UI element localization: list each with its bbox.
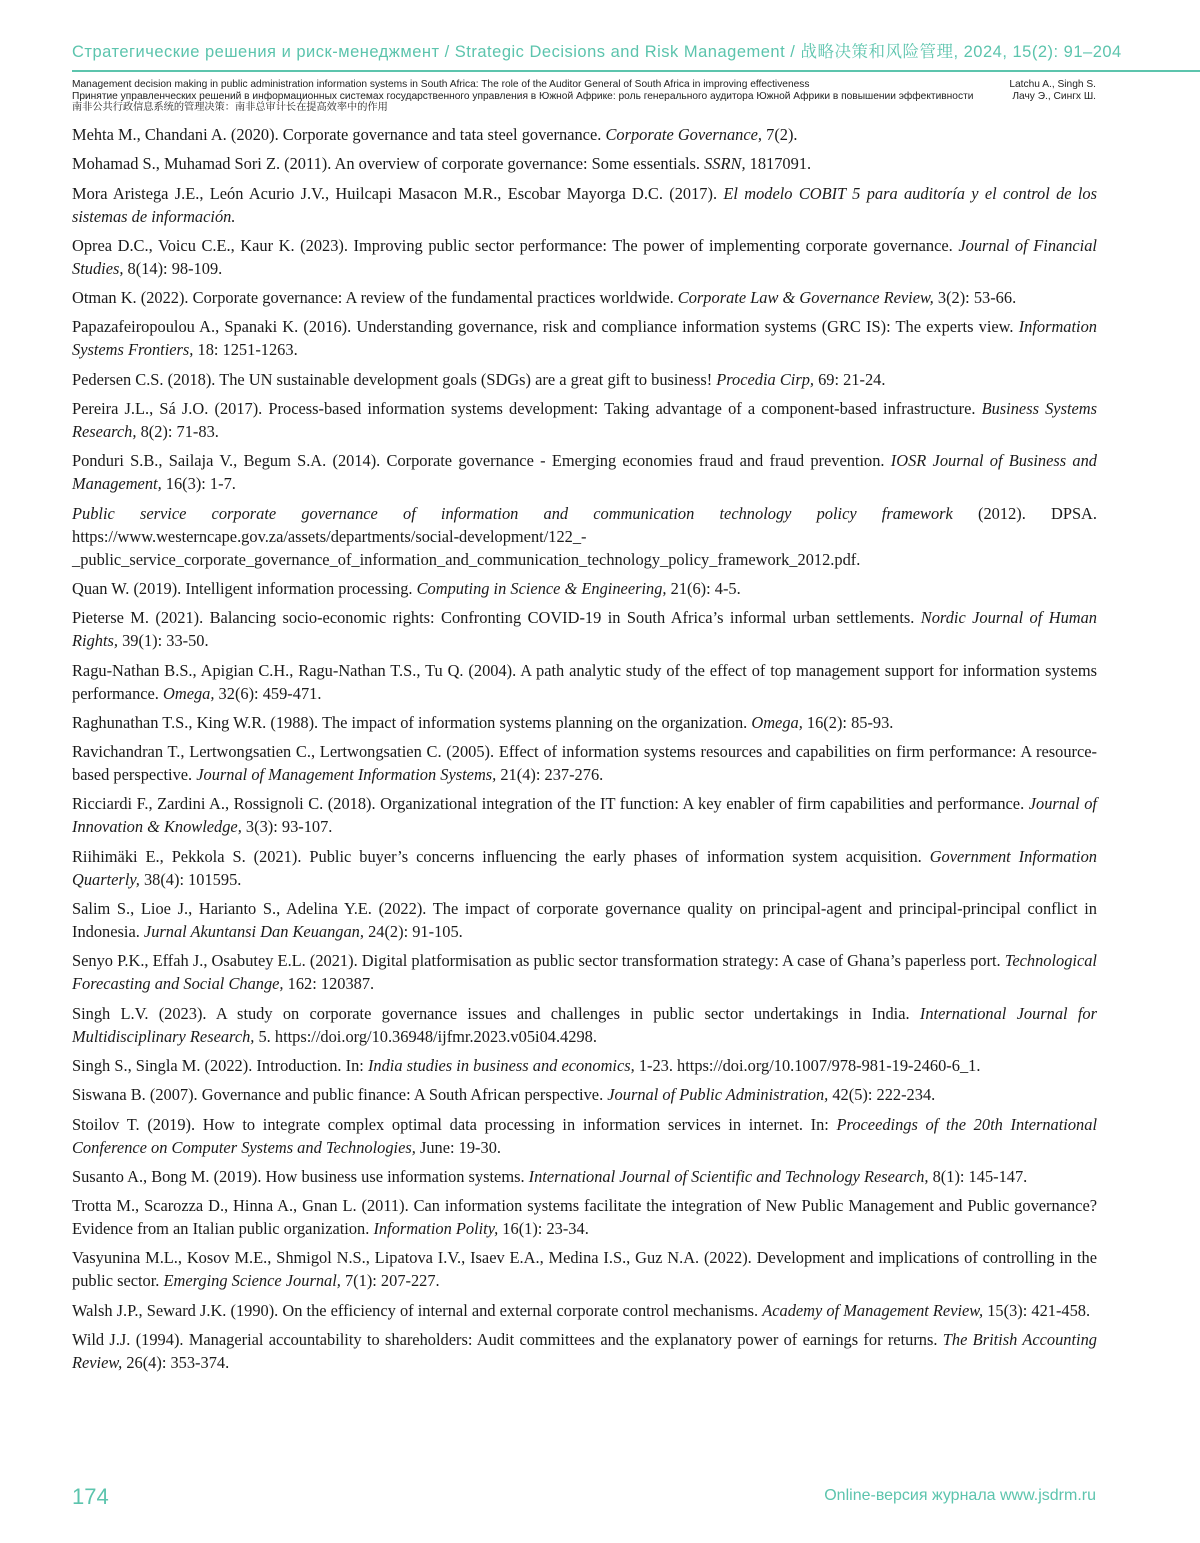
header-divider — [72, 70, 1200, 72]
reference-source: SSRN, — [704, 154, 746, 174]
reference-item — [72, 1002, 1097, 1048]
reference-item — [72, 286, 1097, 309]
reference-text: Stoilov T. (2019). How to integrate complex optimal data processing in information services in internet. In: — [72, 1114, 837, 1134]
reference-text: Ponduri S.B., Sailaja V., Begum S.A. (2014). Corporate governance - Emerging economies fraud and fraud prevention. — [72, 451, 891, 471]
reference-item — [72, 1165, 1097, 1188]
reference-text: Quan W. (2019). Intelligent information processing. — [72, 578, 417, 598]
reference-text: Ragu-Nathan B.S., Apigian C.H., Ragu-Nathan T.S., Tu Q. (2004). A path analytic study of the effect of top management support for information systems performance. — [72, 660, 1097, 703]
reference-text: 38(4): 101595. — [139, 869, 242, 889]
reference-source: Journal of Innovation & Knowledge, — [72, 794, 1097, 837]
reference-item — [72, 152, 1097, 175]
reference-list — [72, 123, 1097, 1380]
reference-text: 5. https://doi.org/10.36948/ijfmr.2023.v05i04.4298. — [254, 1026, 597, 1046]
reference-text: Pereira J.L., Sá J.O. (2017). Process-based information systems development: Taking advantage of a component-based infrastructure. — [72, 399, 982, 419]
reference-source: Computing in Science & Engineering, — [416, 578, 667, 598]
reference-text: Mohamad S., Muhamad Sori Z. (2011). An overview of corporate governance: Some essentials. — [72, 154, 705, 174]
reference-source: Academy of Management Review, — [762, 1300, 984, 1320]
reference-text: Wild J.J. (1994). Managerial accountability to shareholders: Audit committees and the explanatory power of earnings for returns. — [72, 1330, 943, 1350]
reference-text: Papazafeiropoulou A., Spanaki K. (2016). Understanding governance, risk and compliance information systems (GRC IS): The experts view. — [72, 317, 1019, 337]
reference-text: 1-23. https://doi.org/10.1007/978-981-19-2460-6_1. — [634, 1055, 981, 1075]
reference-source: Jurnal Akuntansi Dan Keuangan, — [143, 922, 364, 942]
reference-text: 8(2): 71-83. — [136, 422, 219, 442]
reference-item — [72, 740, 1097, 786]
reference-item — [72, 792, 1097, 838]
reference-source: The British Accounting Review, — [72, 1330, 1097, 1373]
reference-source: Technological Forecasting and Social Change, — [72, 951, 1097, 994]
reference-item — [72, 949, 1097, 995]
reference-text: Ravichandran T., Lertwongsatien C., Lertwongsatien C. (2005). Effect of information systems resources and capabilities on firm performance: A resource-based perspective. — [72, 742, 1097, 785]
reference-item — [72, 234, 1097, 280]
reference-text: 7(2). — [762, 125, 798, 144]
reference-item — [72, 1113, 1097, 1159]
reference-text: 15(3): 421-458. — [983, 1300, 1091, 1320]
reference-item — [72, 315, 1097, 361]
reference-item — [72, 1246, 1097, 1292]
article-row-en — [72, 79, 1096, 91]
reference-text: 3(3): 93-107. — [241, 817, 333, 837]
article-title-en: Management decision making in public administration information systems in South Africa: The role of the Auditor General of South Africa in improving effectiveness — [72, 79, 810, 90]
reference-item — [72, 502, 1097, 571]
reference-source: International Journal for Multidisciplinary Research, — [72, 1003, 1098, 1046]
reference-source: Government Information Quarterly, — [72, 846, 1097, 889]
reference-source: IOSR Journal of Business and Management, — [72, 451, 1097, 494]
reference-item — [72, 577, 1097, 600]
article-title-ru: Принятие управленческих решений в информационных системах государственного управления в Южной Африке: роль генерального аудитора Южной Африки в повышении эффективности — [72, 90, 974, 102]
reference-source: Emerging Science Journal, — [163, 1271, 341, 1291]
journal-header: Стратегические решения и риск-менеджмент / Strategic Decisions and Risk Management / 战略决策和风险管理, 2024, 15(2): 91–204 — [72, 43, 1122, 61]
article-authors-ru: Лачу Э., Сингх Ш. — [1012, 90, 1096, 102]
reference-text: 162: 120387. — [283, 974, 375, 994]
reference-item — [72, 397, 1097, 443]
reference-text: Vasyunina M.L., Kosov M.E., Shmigol N.S., Lipatova I.V., Isaev E.A., Medina I.S., Guz N.A. (2022). Development and implications of controlling in the public sector. — [72, 1248, 1097, 1291]
reference-text: 24(2): 91-105. — [363, 922, 463, 942]
reference-source: Journal of Management Information Systems, — [196, 765, 497, 785]
reference-text: 16(1): 23-34. — [498, 1219, 589, 1239]
article-info — [72, 79, 1096, 114]
article-title-zh: 南非公共行政信息系统的管理决策：南非总审计长在提高效率中的作用 — [72, 102, 388, 114]
reference-text: Pedersen C.S. (2018). The UN sustainable development goals (SDGs) are a great gift to business! — [72, 369, 717, 389]
reference-item — [72, 1194, 1097, 1240]
reference-text: Otman K. (2022). Corporate governance: A review of the fundamental practices worldwide. — [72, 288, 678, 308]
reference-text: Senyo P.K., Effah J., Osabutey E.L. (2021). Digital platformisation as public sector transformation strategy: A case of Ghana’s paperless port. — [72, 951, 1005, 971]
reference-text: 39(1): 33-50. — [118, 631, 209, 651]
reference-text: Singh S., Singla M. (2022). Introduction. In: — [72, 1055, 368, 1075]
reference-text: 1817091. — [745, 154, 812, 174]
reference-text: 21(4): 237-276. — [496, 765, 604, 785]
reference-source: Information Polity, — [373, 1219, 499, 1239]
reference-source: Omega, — [751, 712, 803, 732]
article-authors-en: Latchu A., Singh S. — [1009, 79, 1096, 90]
reference-text: 21(6): 4-5. — [666, 578, 741, 598]
reference-source: Journal of Financial Studies, — [72, 235, 1097, 278]
reference-text: Salim S., Lioe J., Harianto S., Adelina Y.E. (2022). The impact of corporate governance quality on principal-agent and principal-principal conflict in Indonesia. — [72, 899, 1097, 942]
page-number: 174 — [72, 1484, 109, 1509]
reference-text: June: 19-30. — [415, 1137, 501, 1157]
reference-text: (2012). DPSA. https://www.westerncape.gov.za/assets/departments/social-development/122_-_public_service_corporate_governance_of_information_and_communication_technology_policy_framework_2012.pdf. — [72, 503, 1097, 569]
reference-text: Mora Aristega J.E., León Acurio J.V., Huilcapi Masacon M.R., Escobar Mayorga D.C. (2017). — [72, 183, 724, 203]
reference-source: Nordic Journal of Human Rights, — [72, 608, 1097, 651]
reference-text: 18: 1251-1263. — [193, 340, 298, 360]
article-row-ru — [72, 91, 1096, 103]
reference-source: Public service corporate governance of information and communication technology policy framework — [72, 503, 953, 523]
reference-text: 69: 21-24. — [814, 369, 886, 389]
reference-text: 42(5): 222-234. — [828, 1085, 936, 1105]
reference-text: Oprea D.C., Voicu C.E., Kaur K. (2023). Improving public sector performance: The power of implementing corporate governance. — [72, 235, 959, 255]
reference-text: Siswana B. (2007). Governance and public finance: A South African perspective. — [72, 1085, 608, 1105]
reference-text: Mehta M., Chandani A. (2020). Corporate governance and tata steel governance. — [72, 125, 606, 144]
reference-item — [72, 897, 1097, 943]
reference-text: Walsh J.P., Seward J.K. (1990). On the efficiency of internal and external corporate control mechanisms. — [72, 1300, 763, 1320]
reference-text: 26(4): 353-374. — [122, 1353, 230, 1373]
reference-item — [72, 711, 1097, 734]
reference-source: Information Systems Frontiers, — [72, 317, 1097, 360]
reference-text: Singh L.V. (2023). A study on corporate governance issues and challenges in public sector undertakings in India. — [72, 1003, 920, 1023]
reference-source: Business Systems Research, — [72, 399, 1098, 442]
reference-item — [72, 606, 1097, 652]
reference-text: 32(6): 459-471. — [214, 683, 322, 703]
reference-text: Susanto A., Bong M. (2019). How business use information systems. — [72, 1166, 529, 1186]
reference-text: 3(2): 53-66. — [933, 288, 1017, 308]
reference-text: 16(3): 1-7. — [161, 474, 236, 494]
reference-text: 7(1): 207-227. — [340, 1271, 440, 1291]
reference-item — [72, 368, 1097, 391]
reference-text: Riihimäki E., Pekkola S. (2021). Public buyer’s concerns influencing the early phases of information system acquisition. — [72, 846, 930, 866]
reference-source: India studies in business and economics, — [367, 1055, 635, 1075]
reference-item — [72, 182, 1097, 228]
reference-item — [72, 1083, 1097, 1106]
article-row-zh — [72, 102, 1096, 114]
reference-item — [72, 659, 1097, 705]
journal-website: Online-версия журнала www.jsdrm.ru — [824, 1487, 1096, 1504]
reference-item — [72, 123, 1097, 146]
reference-source: Proceedings of the 20th International Conference on Computer Systems and Technologies, — [72, 1114, 1097, 1157]
reference-text: 8(1): 145-147. — [928, 1166, 1028, 1186]
reference-item — [72, 1054, 1097, 1077]
reference-item — [72, 1299, 1097, 1322]
reference-text: 16(2): 85-93. — [802, 712, 894, 732]
reference-source: Corporate Governance, — [605, 125, 763, 144]
reference-item — [72, 845, 1097, 891]
reference-source: Procedia Cirp, — [716, 369, 814, 389]
reference-source: International Journal of Scientific and Technology Research, — [528, 1166, 929, 1186]
reference-item — [72, 1328, 1097, 1374]
reference-text: Raghunathan T.S., King W.R. (1988). The impact of information systems planning on the organization. — [72, 712, 752, 732]
reference-source: El modelo COBIT 5 para auditoría y el control de los sistemas de información. — [72, 183, 1097, 226]
reference-source: Corporate Law & Governance Review, — [677, 288, 934, 308]
reference-item — [72, 449, 1097, 495]
reference-source: Journal of Public Administration, — [607, 1085, 829, 1105]
reference-source: Omega, — [163, 683, 215, 703]
reference-text: Ricciardi F., Zardini A., Rossignoli C. (2018). Organizational integration of the IT function: A key enabler of firm capabilities and performance. — [72, 794, 1029, 814]
reference-text: 8(14): 98-109. — [123, 258, 223, 278]
reference-text: Trotta M., Scarozza D., Hinna A., Gnan L. (2011). Can information systems facilitate the integration of New Public Management and Public governance? Evidence from an Italian public organization. — [72, 1196, 1097, 1239]
reference-text: Pieterse M. (2021). Balancing socio-economic rights: Confronting COVID-19 in South Africa’s informal urban settlements. — [72, 608, 921, 628]
